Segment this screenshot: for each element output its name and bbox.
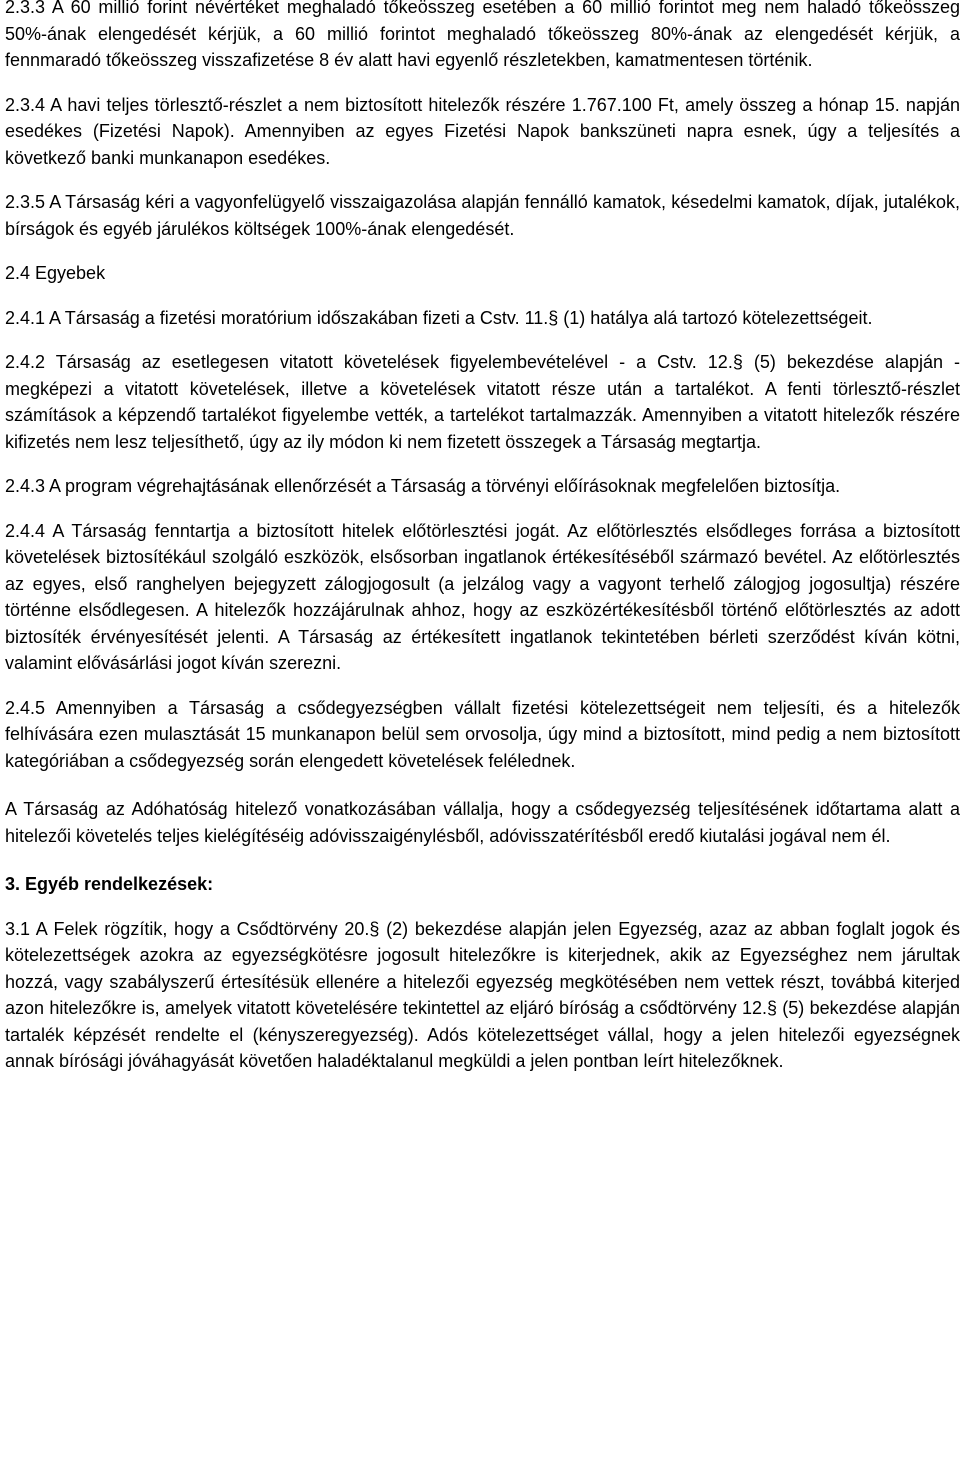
paragraph-2-4-5: 2.4.5 Amennyiben a Társaság a csődegyezségben vállalt fizetési kötelezettségeit nem teljesíti, és a hitelezők felhívására ezen mulasztását 15 munkanapon belül sem orvosolja, úgy mind a biztosított, mind pedig a nem biztosított kategóriában a csődegyezség során elengedett követelések felélednek. <box>5 697 960 771</box>
paragraph-3-1: 3.1 A Felek rögzítik, hogy a Csődtörvény 20.§ (2) bekezdése alapján jelen Egyezség, azaz az abban foglalt jogok és kötelezettségek azokra az egyezségkötésre jogosult hitelezőkre is kiterjednek, akik az Egyezséghez nem járultak hozzá, vagy szabályszerű értesítésük ellenére a hitelezői egyezség megkötésében nem vettek részt, továbbá kiterjed azon hitelezőkre is, amelyek vitatott követelésére tekintettel az eljáró bíróság a csődtörvény 12.§ (5) bekezdése alapján tartalék képzését rendelte el (kényszeregyezség). Adós kötelezettséget vállal, hogy a jelen hitelezői egyezségnek annak bírósági jóváhagyását követően haladéktalanul megküldi a jelen pontban leírt hitelezőknek. <box>5 918 960 1071</box>
section-heading-2-4: 2.4 Egyebek <box>5 263 106 283</box>
document-page <box>5 0 960 1075</box>
paragraph-2-3-5: 2.3.5 A Társaság kéri a vagyonfelügyelő visszaigazolása alapján fennálló kamatok, késedelmi kamatok, díjak, jutalékok, bírságok és egyéb járulékos költségek 100%-ának elengedését. <box>5 192 960 239</box>
paragraph-2-4-1: 2.4.1 A Társaság a fizetési moratórium időszakában fizeti a Cstv. 11.§ (1) hatálya alá tartozó kötelezettségeit. <box>5 307 873 328</box>
paragraph-2-4-2: 2.4.2 Társaság az esetlegesen vitatott követelések figyelembevételével - a Cstv. 12.§ (5) bekezdése alapján - megképezi a vitatott követelések, illetve a követelések vitatott része után a tartalékot. A fenti törlesztő-részlet számítások a képzendő tartalékot figyelembe vették, a tartelékot tartalmazzák. Amennyiben a vitatott hitelezők részére kifizetés nem lesz teljesíthető, úgy az ily módon ki nem fizetett összegek a Társaság megtartja. <box>5 352 960 452</box>
paragraph-2-4-3: 2.4.3 A program végrehajtásának ellenőrzését a Társaság a törvényi előírásoknak megfelelően biztosítja. <box>5 476 841 496</box>
paragraph-2-3-3: 2.3.3 A 60 millió forint névértéket meghaladó tőkeösszeg esetében a 60 millió forintot meg nem haladó tőkeösszeg 50%-ának elengedését kérjük, a 60 millió forintot meghaladó tőkeösszeg 80%-ának az elengedését kérjük, a fennmaradó tőkeösszeg visszafizetése 8 év alatt havi egyenlő részletekben, kamatmentesen történik. <box>5 0 960 70</box>
section-heading-3: 3. Egyéb rendelkezések: <box>5 874 214 894</box>
paragraph-adohatosag: A Társaság az Adóhatóság hitelező vonatkozásában vállalja, hogy a csődegyezség teljesítésének időtartama alatt a hitelezői követelés teljes kielégítéséig adóvisszaigénylésből, adóvisszatérítésből eredő kiutalási jogával nem él. <box>5 799 960 846</box>
paragraph-2-3-4: 2.3.4 A havi teljes törlesztő-részlet a nem biztosított hitelezők részére 1.767.100 Ft, amely összeg a hónap 15. napján esedékes (Fizetési Napok). Amennyiben az egyes Fizetési Napok bankszüneti napra esnek, úgy a teljesítés a következő banki munkanapon esedékes. <box>5 94 960 168</box>
paragraph-2-4-4: 2.4.4 A Társaság fenntartja a biztosított hitelek előtörlesztési jogát. Az előtörlesztés elsődleges forrása a biztosított követelések biztosítékául szolgáló eszközök, elsősorban ingatlanok értékesítéséből származó bevétel. Az előtörlesztés az egyes, első ranghelyen bejegyzett zálogjogosult (a jelzálog vagy a vagyont terhelő zálogjog jogosultja) részére történne elsődlegesen. A hitelezők hozzájárulnak ahhoz, hogy az eszközértékesítésből történő előtörlesztés az adott biztosíték érvényesítését jelenti. A Társaság az értékesített ingatlanok tekintetében bérleti szerződést kíván kötni, valamint elővásárlási jogot kíván szerezni. <box>5 520 960 673</box>
